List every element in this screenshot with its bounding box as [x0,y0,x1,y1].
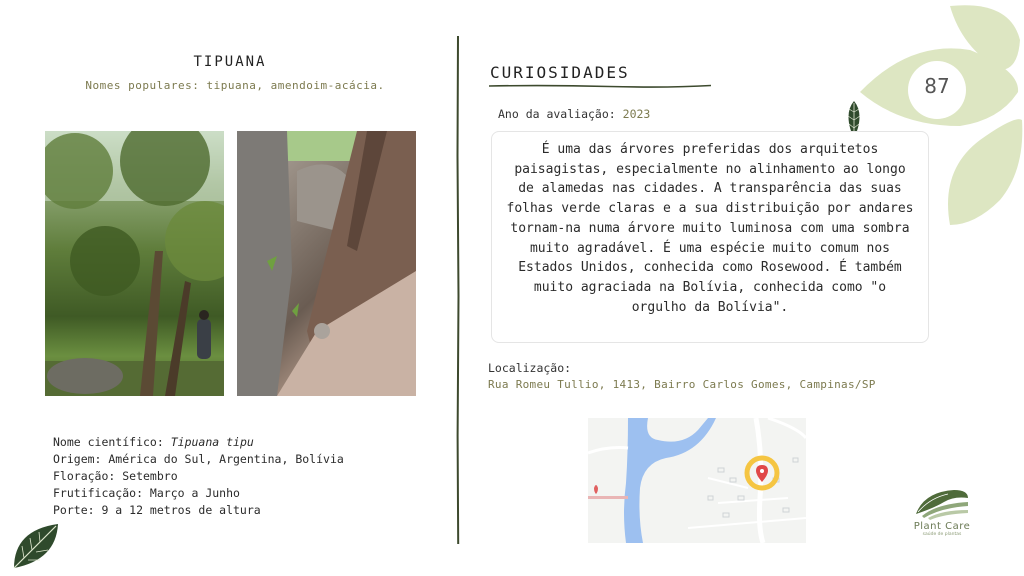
tree-photo-trunk [237,131,416,396]
scientific-name-label: Nome científico: [53,435,164,449]
origin-row: Origem: América do Sul, Argentina, Bolívia [53,452,344,466]
evaluation-year [498,107,650,121]
location-address: Rua Romeu Tullio, 1413, Bairro Carlos Gomes, Campinas/SP [488,378,876,391]
scientific-name-value: Tipuana tipu [170,435,254,449]
plant-care-logo-icon [914,488,970,520]
popular-names: Nomes populares: tipuana, amendoim-acácia. [85,79,385,92]
size-row: Porte: 9 a 12 metros de altura [53,503,261,517]
tree-photo-canopy [45,131,224,396]
species-info [53,434,344,519]
flowering-row: Floração: Setembro [53,469,178,483]
page-number: 87 [924,74,950,98]
brand-tagline: saúde de plantas [922,532,962,537]
location-label: Localização: [488,361,572,375]
brand-name: Plant Care [913,521,971,532]
location-map[interactable] [588,418,806,543]
leaf-decoration-bottom-left [10,520,62,572]
curiosities-text: É uma das árvores preferidas dos arquitetos paisagistas, especialmente no alinhamento ao longo de alamedas nas cidades. A transparência das suas folhas verde claras e a sua distribuição por andares tornam-na numa árvore muito luminosa com uma sombra muito agradável. É uma espécie muito comum nos Estados Unidos, conhecida como Rosewood. É também muito agraciada na Bolívia, conhecida como "o orgulho da Bolívia". [506,142,914,315]
species-title: TIPUANA [193,54,267,70]
column-divider [456,36,460,544]
scientific-name-row [53,434,344,451]
evaluation-year-label: Ano da avaliação: [498,107,616,121]
leaf-cluster-top-right [850,0,1024,230]
evaluation-year-value: 2023 [622,107,651,121]
curiosities-title: CURIOSIDADES [490,63,630,82]
curiosities-underline [489,84,711,88]
fruiting-row: Frutificação: Março a Junho [53,486,240,500]
